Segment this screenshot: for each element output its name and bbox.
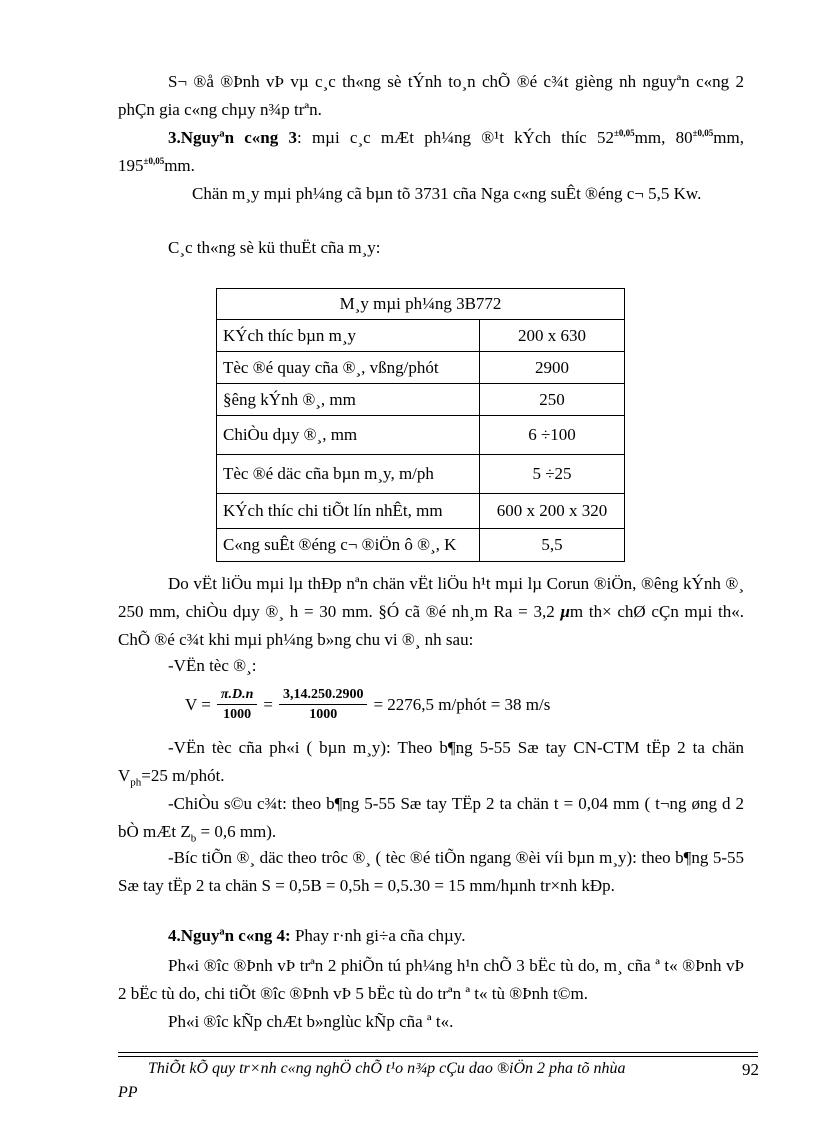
table-cell-label: ChiÒu dµy ®¸, mm: [217, 416, 480, 455]
machine-spec-table: [216, 288, 625, 562]
speed-formula: V = $\frac{\pi.D.n}{1000}$ = $\frac{3,14.250.2900}{1000}$ = 2276,5 m/phót = 38 m/s: [185, 687, 551, 722]
table-cell-value: 6 ÷100: [480, 416, 625, 455]
paragraph-table-speed: -VËn tèc cña ph«i ( bµn m¸y): Theo b¶ng 5-55 Sæ tay CN-CTM tËp 2 ta chän $V_{ph}=25$ m/phót.: [118, 738, 744, 789]
table-cell-label: §êng kÝnh ®¸, mm: [217, 384, 480, 416]
table-cell-value: 200 x 630: [480, 320, 625, 352]
page-number: 92: [742, 1060, 759, 1079]
paragraph-specs-intro: C¸c th«ng sè kü thuËt cña m¸y:: [168, 238, 381, 257]
table-row: [217, 529, 625, 562]
paragraph-cut-depth: -ChiÒu s©u c¾t: theo b¶ng 5-55 Sæ tay TËp 2 ta chän t = 0,04 mm ( t¬ng øng d 2 bÒ mÆt $Z_b = 0,6$ mm).: [118, 794, 744, 845]
paragraph-clamping: Ph«i ®îc kÑp chÆt b»nglùc kÑp cña ª t«.: [168, 1012, 454, 1031]
table-row: [217, 494, 625, 529]
table-row: [217, 416, 625, 455]
formula-fraction-numeric: $\frac{3,14.250.2900}{1000}$: [279, 687, 368, 723]
paragraph-wheel-speed: -VËn tèc ®¸:: [168, 656, 257, 675]
table-cell-label: KÝch thíc bµn m¸y: [217, 320, 480, 352]
paragraph-positioning: Ph«i ®îc ®Þnh vÞ trªn 2 phiÕn tú ph¼ng h¹n chÕ 3 bËc tù do, m¸ cña ª t« ®Þnh vÞ 2 bËc tù do, chi tiÕt ®îc ®Þnh vÞ 5 bËc tù do trªn ª t« tù ®Þnh t©m.: [118, 956, 744, 1003]
table-cell-value: 5,5: [480, 529, 625, 562]
table-cell-label: C«ng suÊt ®éng c¬ ®iÖn ô ®¸, K: [217, 529, 480, 562]
table-cell-label: Tèc ®é quay cña ®¸, vßng/phót: [217, 352, 480, 384]
table-cell-value: 2900: [480, 352, 625, 384]
table-cell-label: Tèc ®é däc cña bµn m¸y, m/ph: [217, 455, 480, 494]
paragraph-intro: S¬ ®å ®Þnh vÞ vµ c¸c th«ng sè tÝnh to¸n chÕ ®é c¾t gièng nh nguyªn c«ng 2 phÇn gia c«ng chµy n¾p trªn.: [118, 72, 744, 119]
paragraph-machine-choice: Chän m¸y mµi ph¼ng cã bµn tõ 3731 cña Nga c«ng suÊt ®éng c¬ 5,5 Kw.: [192, 184, 702, 203]
paragraph-feed: -Bíc tiÕn ®¸ däc theo trôc ®¸ ( tèc ®é tiÕn ngang ®èi víi bµn m¸y): theo b¶ng 5-55 Sæ tay tËp 2 ta chän S = 0,5B = 0,5h = 0,5.30 = 15 mm/hµnh tr×nh kÐp.: [118, 848, 744, 895]
paragraph-operation-3: 3.Nguyªn c«ng 3: mµi c¸c mÆt ph¼ng ®¹t kÝch thíc $52^{\pm 0,05}mm$, $80^{\pm 0,05}mm$, $195^{\pm 0,05}mm$.: [118, 128, 744, 175]
table-row: [217, 455, 625, 494]
operation-3-heading: 3.Nguyªn c«ng 3: [168, 128, 297, 147]
table-title: M¸y mµi ph¼ng 3B772: [217, 289, 625, 320]
operation-4-heading: 4.Nguyªn c«ng 4:: [168, 926, 291, 945]
table-row: [217, 384, 625, 416]
table-cell-value: 250: [480, 384, 625, 416]
footer-divider: [118, 1056, 758, 1057]
footer-divider: [118, 1052, 758, 1053]
paragraph-grinding-material: Do vËt liÖu mµi lµ thÐp nªn chän vËt liÖu h¹t mµi lµ Corun ®iÖn, ®êng kÝnh ®¸ 250 mm, chiÒu dµy ®¸ h = 30 mm. §Ó cã ®é nh¸m Ra = 3,2 μm th× chØ cÇn mµi th«. ChÕ ®é c¾t khi mµi ph¼ng b»ng chu vi ®¸ nh sau:: [118, 574, 744, 649]
footer-title: ThiÕt kÕ quy tr×nh c«ng nghÖ chÕ t¹o n¾p cÇu dao ®iÖn 2 pha tõ nhùa: [148, 1060, 626, 1077]
table-cell-value: 5 ÷25: [480, 455, 625, 494]
table-cell-label: KÝch thíc chi tiÕt lín nhÊt, mm: [217, 494, 480, 529]
paragraph-operation-4: 4.Nguyªn c«ng 4: Phay r·nh gi÷a cña chµy.: [168, 926, 466, 945]
table-cell-value: 600 x 200 x 320: [480, 494, 625, 529]
formula-fraction-symbolic: $\frac{\pi.D.n}{1000}$: [217, 687, 258, 723]
table-row: [217, 320, 625, 352]
table-row: [217, 352, 625, 384]
table-title-row: [217, 289, 625, 320]
footer-title-continued: PP: [118, 1084, 138, 1101]
